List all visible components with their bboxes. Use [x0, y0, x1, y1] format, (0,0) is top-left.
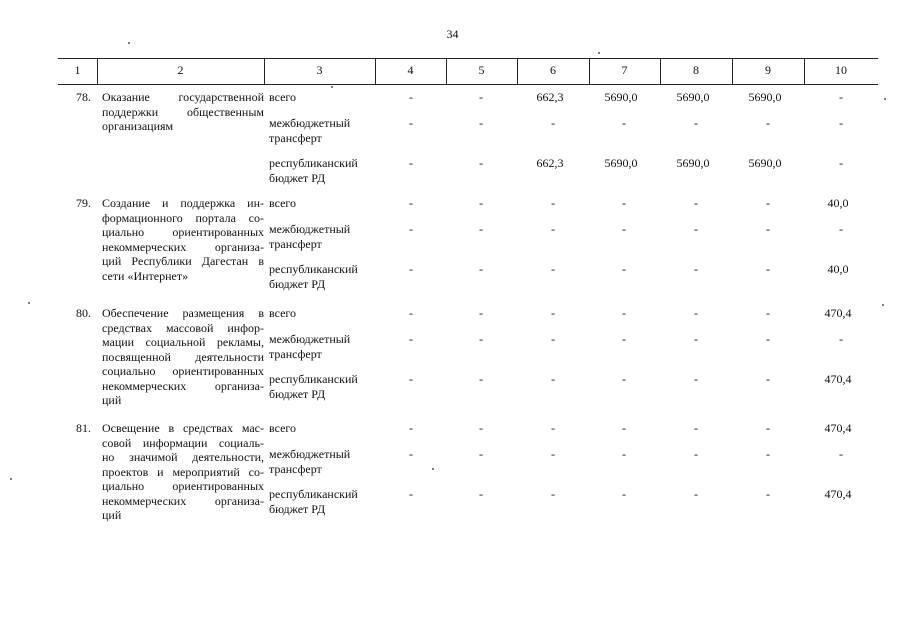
funding-source-label: бюджет РД [269, 276, 326, 291]
value-cell: - [479, 196, 483, 210]
value-cell: 40,0 [827, 262, 849, 276]
value-cell: - [409, 306, 413, 320]
value-cell: - [479, 372, 483, 386]
row-description-line: Создание и поддержка ин- [102, 196, 264, 210]
value-cell: - [551, 487, 555, 501]
row-description-line: Освещение в средствах мас- [102, 421, 264, 435]
row-description-line: но значимой деятельности, [102, 450, 264, 464]
column-header: 10 [835, 63, 847, 77]
value-cell: - [479, 447, 483, 461]
value-cell: - [409, 447, 413, 461]
funding-source-label: республиканский [269, 156, 358, 170]
row-description-line: Обеспечение размещения в [102, 306, 264, 320]
value-cell: - [766, 196, 770, 210]
row-description-line: циально ориентированных [102, 225, 264, 239]
funding-source-label: всего [269, 306, 297, 320]
value-cell: - [622, 262, 626, 276]
funding-source-label: республиканский [269, 372, 358, 386]
value-cell: - [409, 372, 413, 386]
funding-source-label: всего [269, 196, 297, 210]
value-cell: - [622, 487, 626, 501]
funding-source-label: межбюджетный [269, 222, 351, 236]
value-cell: - [551, 332, 555, 346]
scan-speck [882, 304, 884, 306]
value-cell: 662,3 [536, 156, 564, 170]
column-header: 3 [316, 63, 323, 77]
value-cell: 470,4 [824, 487, 852, 501]
funding-source-label: трансферт [269, 236, 322, 251]
value-cell: 5690,0 [676, 90, 710, 104]
value-cell: 5690,0 [748, 90, 782, 104]
value-cell: 5690,0 [676, 156, 710, 170]
value-cell: - [622, 421, 626, 435]
row-description-line: средствах массовой инфор- [102, 320, 264, 335]
page-number: 34 [446, 27, 459, 41]
row-description-line: некоммерческих организа- [102, 239, 264, 254]
row-description-line: некоммерческих организа- [102, 493, 264, 508]
row-description-line: некоммерческих организа- [102, 378, 264, 393]
row-description-line: Оказание государственной [102, 90, 264, 104]
value-cell: - [551, 447, 555, 461]
value-cell: - [479, 487, 483, 501]
value-cell: - [766, 421, 770, 435]
column-header: 2 [177, 63, 184, 77]
value-cell: - [694, 196, 698, 210]
value-cell: - [622, 306, 626, 320]
funding-source-label: межбюджетный [269, 332, 351, 346]
row-number: 80. [76, 306, 91, 320]
value-cell: - [766, 222, 770, 236]
value-cell: - [622, 372, 626, 386]
value-cell: - [479, 262, 483, 276]
column-header: 8 [693, 63, 699, 77]
row-description-line: ций Республики Дагестан в [102, 254, 264, 268]
scan-speck [598, 52, 600, 54]
row-description-line: ций [102, 393, 122, 407]
scan-speck [10, 478, 12, 480]
value-cell: - [622, 196, 626, 210]
value-cell: - [409, 196, 413, 210]
scan-speck [432, 468, 434, 470]
value-cell: - [409, 332, 413, 346]
row-description-line: организациям [102, 119, 174, 133]
funding-source-label: трансферт [269, 130, 322, 145]
value-cell: - [839, 90, 843, 104]
value-cell: - [409, 156, 413, 170]
value-cell: - [479, 90, 483, 104]
row-description-line: совой информации социаль- [102, 435, 264, 450]
value-cell: 470,4 [824, 372, 852, 386]
scan-speck [28, 302, 30, 304]
value-cell: - [622, 116, 626, 130]
row-description-line: циально ориентированных [102, 479, 264, 493]
row-number: 81. [76, 421, 91, 435]
value-cell: 470,4 [824, 306, 852, 320]
value-cell: 662,3 [536, 90, 564, 104]
row-description-line: социально ориентированных [102, 364, 264, 378]
value-cell: - [409, 421, 413, 435]
value-cell: - [694, 332, 698, 346]
value-cell: - [839, 447, 843, 461]
row-description-line: поддержки общественным [102, 104, 264, 119]
value-cell: - [551, 421, 555, 435]
value-cell: - [694, 262, 698, 276]
funding-source-label: бюджет РД [269, 386, 326, 401]
scan-speck [128, 42, 130, 44]
value-cell: - [766, 306, 770, 320]
value-cell: - [766, 116, 770, 130]
funding-source-label: всего [269, 90, 297, 104]
scan-speck [331, 86, 333, 88]
column-header: 7 [621, 63, 628, 77]
column-header: 1 [74, 63, 81, 77]
value-cell: - [479, 306, 483, 320]
value-cell: - [694, 421, 698, 435]
row-number: 79. [76, 196, 91, 210]
value-cell: - [766, 447, 770, 461]
value-cell: - [839, 222, 843, 236]
value-cell: - [766, 332, 770, 346]
value-cell: - [694, 487, 698, 501]
column-header: 5 [478, 63, 485, 77]
row-description-line: посвященной деятельности [102, 349, 264, 364]
value-cell: - [551, 262, 555, 276]
value-cell: - [766, 487, 770, 501]
value-cell: - [551, 372, 555, 386]
value-cell: - [479, 332, 483, 346]
header-bottom-rule [58, 84, 878, 85]
column-header: 9 [765, 63, 771, 77]
value-cell: - [694, 372, 698, 386]
header-top-rule [58, 58, 878, 59]
funding-source-label: межбюджетный [269, 116, 351, 130]
row-description-line: ций [102, 508, 122, 522]
value-cell: - [551, 116, 555, 130]
value-cell: 5690,0 [604, 90, 638, 104]
value-cell: - [766, 262, 770, 276]
value-cell: - [409, 222, 413, 236]
funding-source-label: межбюджетный [269, 447, 351, 461]
value-cell: - [479, 116, 483, 130]
value-cell: - [551, 196, 555, 210]
value-cell: - [479, 421, 483, 435]
value-cell: - [839, 156, 843, 170]
row-description-line: сети «Интернет» [102, 268, 189, 283]
funding-source-label: трансферт [269, 346, 322, 361]
funding-source-label: республиканский [269, 262, 358, 276]
row-description-line: мации социальной рекламы, [102, 335, 264, 349]
value-cell: - [409, 90, 413, 104]
value-cell: - [694, 447, 698, 461]
funding-source-label: бюджет РД [269, 170, 326, 185]
value-cell: - [622, 447, 626, 461]
value-cell: - [839, 116, 843, 130]
value-cell: - [409, 116, 413, 130]
value-cell: - [694, 306, 698, 320]
row-description-line: формационного портала со- [102, 210, 264, 225]
value-cell: - [409, 487, 413, 501]
value-cell: 5690,0 [748, 156, 782, 170]
value-cell: - [479, 156, 483, 170]
row-number: 78. [76, 90, 91, 104]
funding-source-label: бюджет РД [269, 501, 326, 516]
value-cell: - [551, 222, 555, 236]
scan-speck [884, 98, 886, 100]
value-cell: - [479, 222, 483, 236]
row-description-line: проектов и мероприятий со- [102, 464, 264, 479]
value-cell: 5690,0 [604, 156, 638, 170]
value-cell: - [766, 372, 770, 386]
value-cell: 40,0 [827, 196, 849, 210]
value-cell: - [409, 262, 413, 276]
value-cell: - [622, 332, 626, 346]
value-cell: - [694, 222, 698, 236]
column-header: 6 [550, 63, 556, 77]
value-cell: - [551, 306, 555, 320]
funding-source-label: всего [269, 421, 297, 435]
value-cell: - [839, 332, 843, 346]
funding-source-label: трансферт [269, 461, 322, 476]
value-cell: 470,4 [824, 421, 852, 435]
value-cell: - [622, 222, 626, 236]
column-header: 4 [407, 63, 414, 77]
value-cell: - [694, 116, 698, 130]
funding-source-label: республиканский [269, 487, 358, 501]
